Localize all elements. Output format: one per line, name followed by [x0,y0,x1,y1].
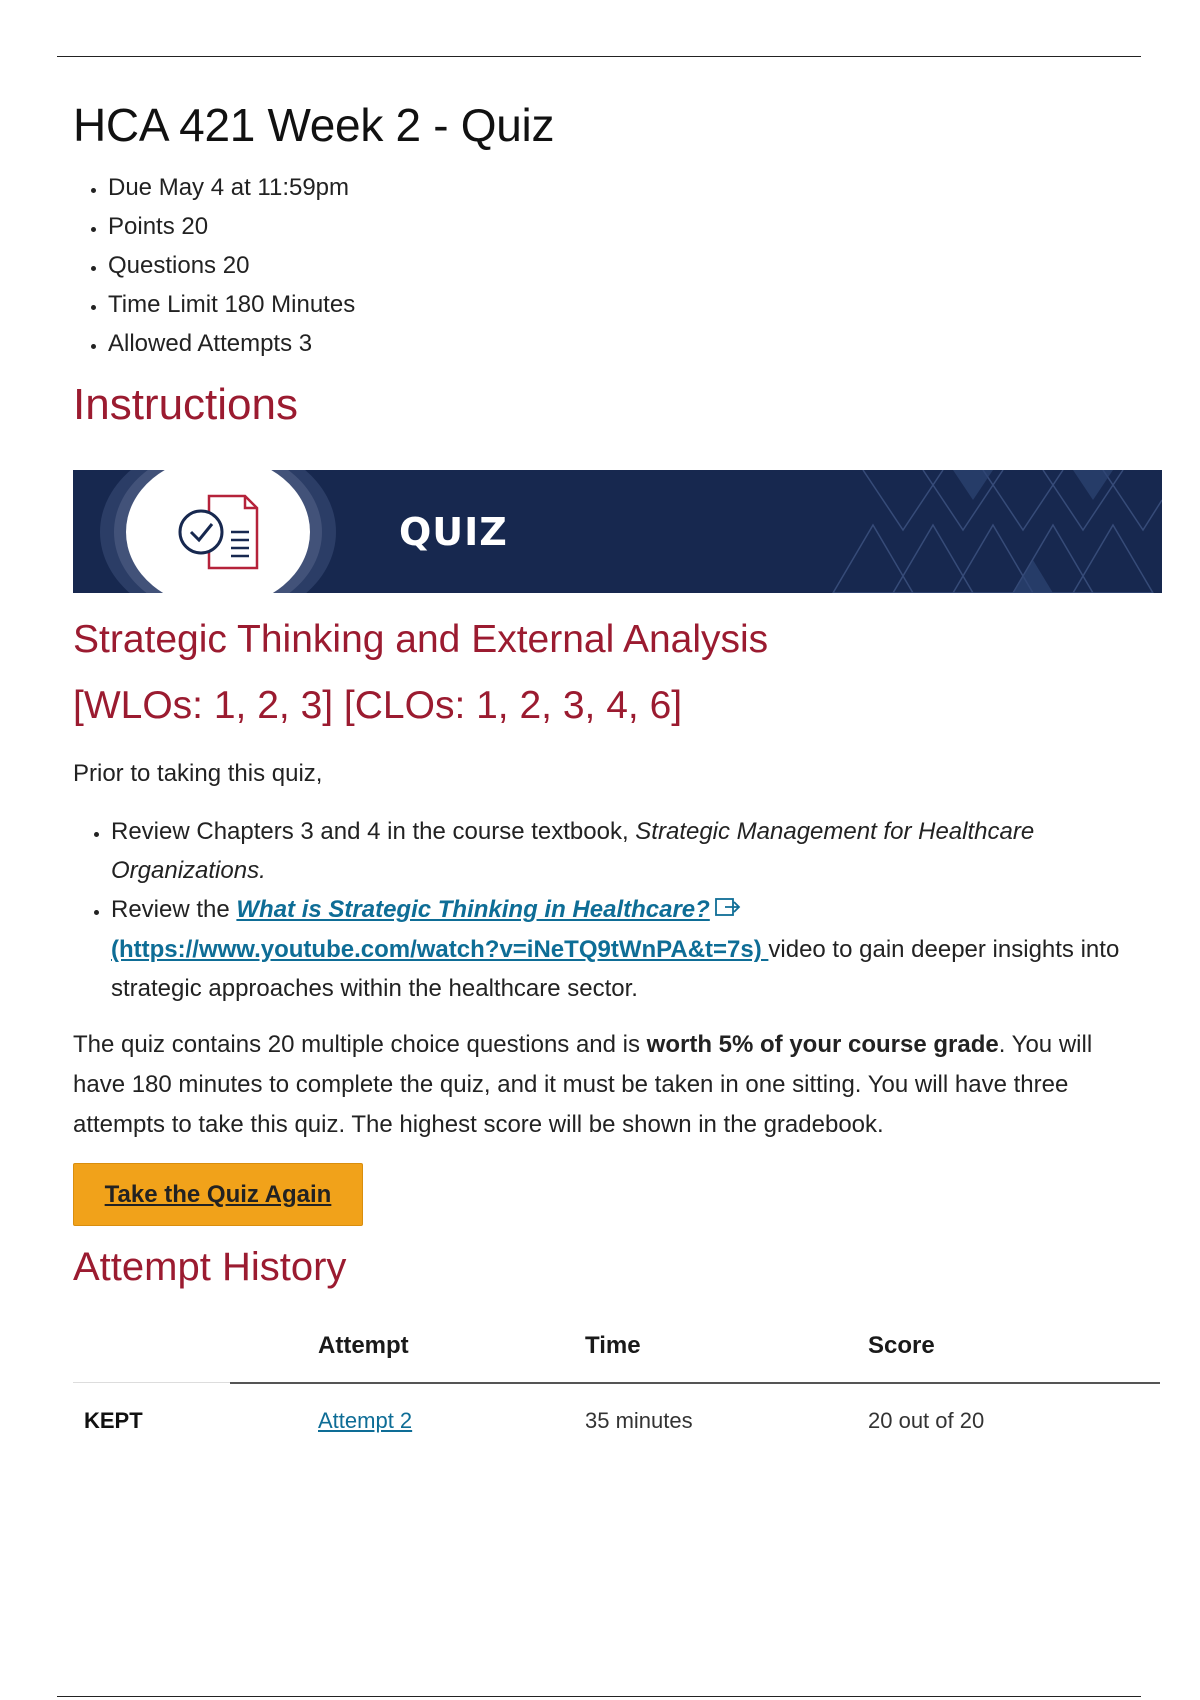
textbook-title: Strategic Management for Healthcare Organizations. [111,818,1035,884]
header-divider [230,1382,1160,1384]
summary-part2: . You will have 180 minutes to complete the quiz, and it must be taken in one sitting. You will have three attempts to take this quiz. The highest score will be shown in the gradebook. [73,1031,1093,1138]
review-item-video [111,890,1171,1008]
learning-outcomes-heading: [WLOs: 1, 2, 3] [CLOs: 1, 2, 3, 4, 6] [73,684,683,727]
quiz-banner [73,470,1162,593]
banner-label: QUIZ [399,510,508,554]
attempt-history-heading: Attempt History [73,1245,347,1289]
review-video-suffix: video to gain deeper insights into strategic approaches within the healthcare sector. [111,936,1120,1003]
attempt-score: 20 out of 20 [868,1408,985,1433]
review-video-prefix: Review the [111,896,237,923]
bottom-divider [57,1696,1141,1697]
quiz-document-check-icon [173,488,263,576]
attempt-time: 35 minutes [585,1408,693,1433]
question-count: • Questions 20 [108,246,355,285]
column-header-attempt: Attempt [318,1332,409,1359]
column-header-score: Score [868,1332,935,1359]
review-item-textbook [111,812,1171,890]
due-date: • Due May 4 at 11:59pm [108,168,355,207]
allowed-attempts: • Allowed Attempts 3 [108,324,355,363]
instructions-heading: Instructions [73,380,298,429]
quiz-details-list [73,168,355,363]
take-quiz-again-button[interactable]: Take the Quiz Again [73,1163,363,1226]
video-url-link[interactable]: (https://www.youtube.com/watch?v=iNeTQ9tWnPA&t=7s) [111,936,769,964]
review-list [73,812,1171,1008]
attempt-status-kept: KEPT [84,1408,143,1433]
summary-part1: The quiz contains 20 multiple choice questions and is [73,1031,647,1058]
prior-text: Prior to taking this quiz, [73,760,323,787]
time-limit: • Time Limit 180 Minutes [108,285,355,324]
external-link-icon[interactable] [714,891,742,930]
review-textbook-prefix: Review Chapters 3 and 4 in the course textbook, [111,818,636,845]
row-divider [73,1382,230,1383]
summary-grade-weight: worth 5% of your course grade [646,1031,999,1058]
attempt-link[interactable]: Attempt 2 [318,1408,413,1433]
video-link[interactable]: What is Strategic Thinking in Healthcare? [236,896,710,923]
quiz-topic-heading: Strategic Thinking and External Analysis [73,618,769,661]
points: • Points 20 [108,207,355,246]
quiz-summary [73,1025,1133,1145]
page-title: HCA 421 Week 2 - Quiz [73,99,555,151]
column-header-time: Time [585,1332,641,1359]
top-divider [57,56,1141,57]
